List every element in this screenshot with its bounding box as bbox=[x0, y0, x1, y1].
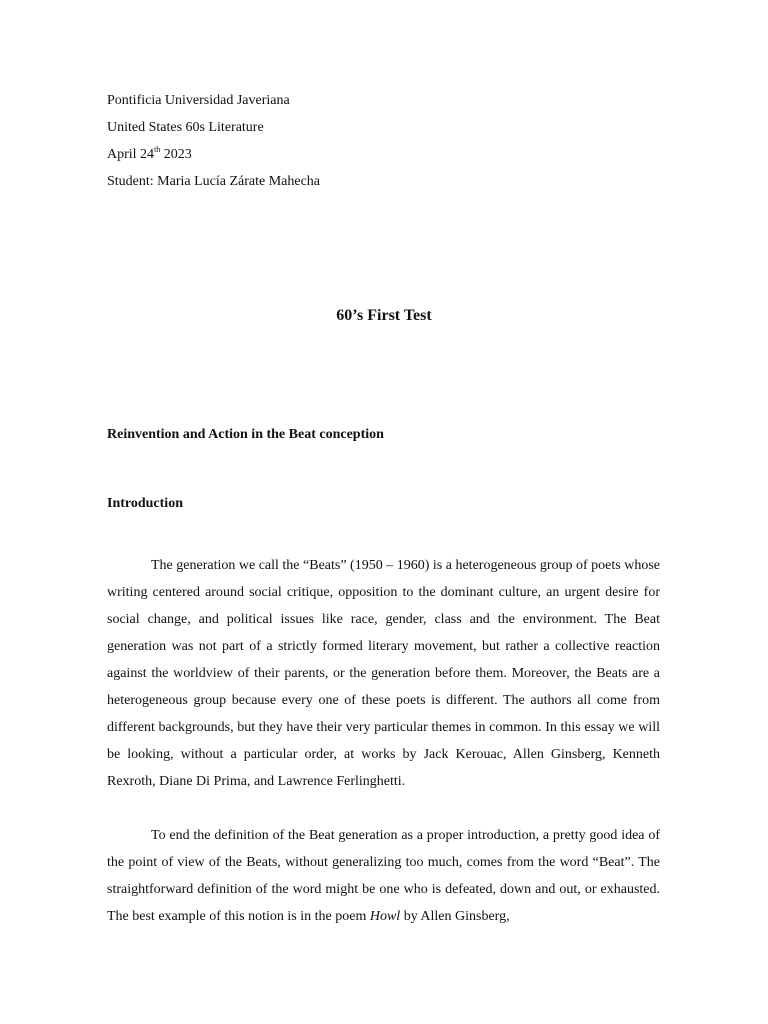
date-prefix: April 24 bbox=[107, 147, 155, 162]
poem-title-howl: Howl bbox=[369, 909, 401, 924]
institution-line: Pontificia Universidad Javeriana bbox=[107, 93, 290, 108]
paragraph-2 bbox=[107, 822, 660, 930]
section-heading-introduction: Introduction bbox=[107, 496, 183, 511]
paragraph-1: The generation we call the “Beats” (1950 – 1960) is a heterogeneous group of poets whose writing centered around social critique, opposition to the dominant culture, an urgent desire for social change, and political issues like race, gender, class and the environment. The Beat generation was not part of a strictly formed literary movement, but rather a collective reaction against the worldview of their parents, or the generation before them. Moreover, the Beats are a heterogeneous group because every one of these poets is different. The authors all come from different backgrounds, but they have their very particular themes in common. In this essay we will be looking, without a particular order, at works by Jack Kerouac, Allen Ginsberg, Kenneth Rexroth, Diane Di Prima, and Lawrence Ferlinghetti. bbox=[107, 558, 660, 789]
essay-subtitle: Reinvention and Action in the Beat conception bbox=[107, 427, 384, 442]
course-line: United States 60s Literature bbox=[107, 120, 264, 135]
date-suffix: 2023 bbox=[160, 147, 192, 162]
date-superscript: th bbox=[154, 145, 161, 154]
paragraph-2-text-end: by Allen Ginsberg, bbox=[400, 909, 510, 924]
student-line: Student: Maria Lucía Zárate Mahecha bbox=[107, 174, 321, 189]
document-title: 60’s First Test bbox=[336, 307, 432, 324]
paragraph-2-text-start: To end the definition of the Beat generation as a proper introduction, a pretty good idea of the point of view of the Beats, without generalizing too much, comes from the word “Beat”. The straightforward definition of the word might be one who is defeated, down and out, or exhausted. The best example of this notion is in the poem bbox=[107, 828, 660, 924]
date-line bbox=[107, 145, 192, 165]
